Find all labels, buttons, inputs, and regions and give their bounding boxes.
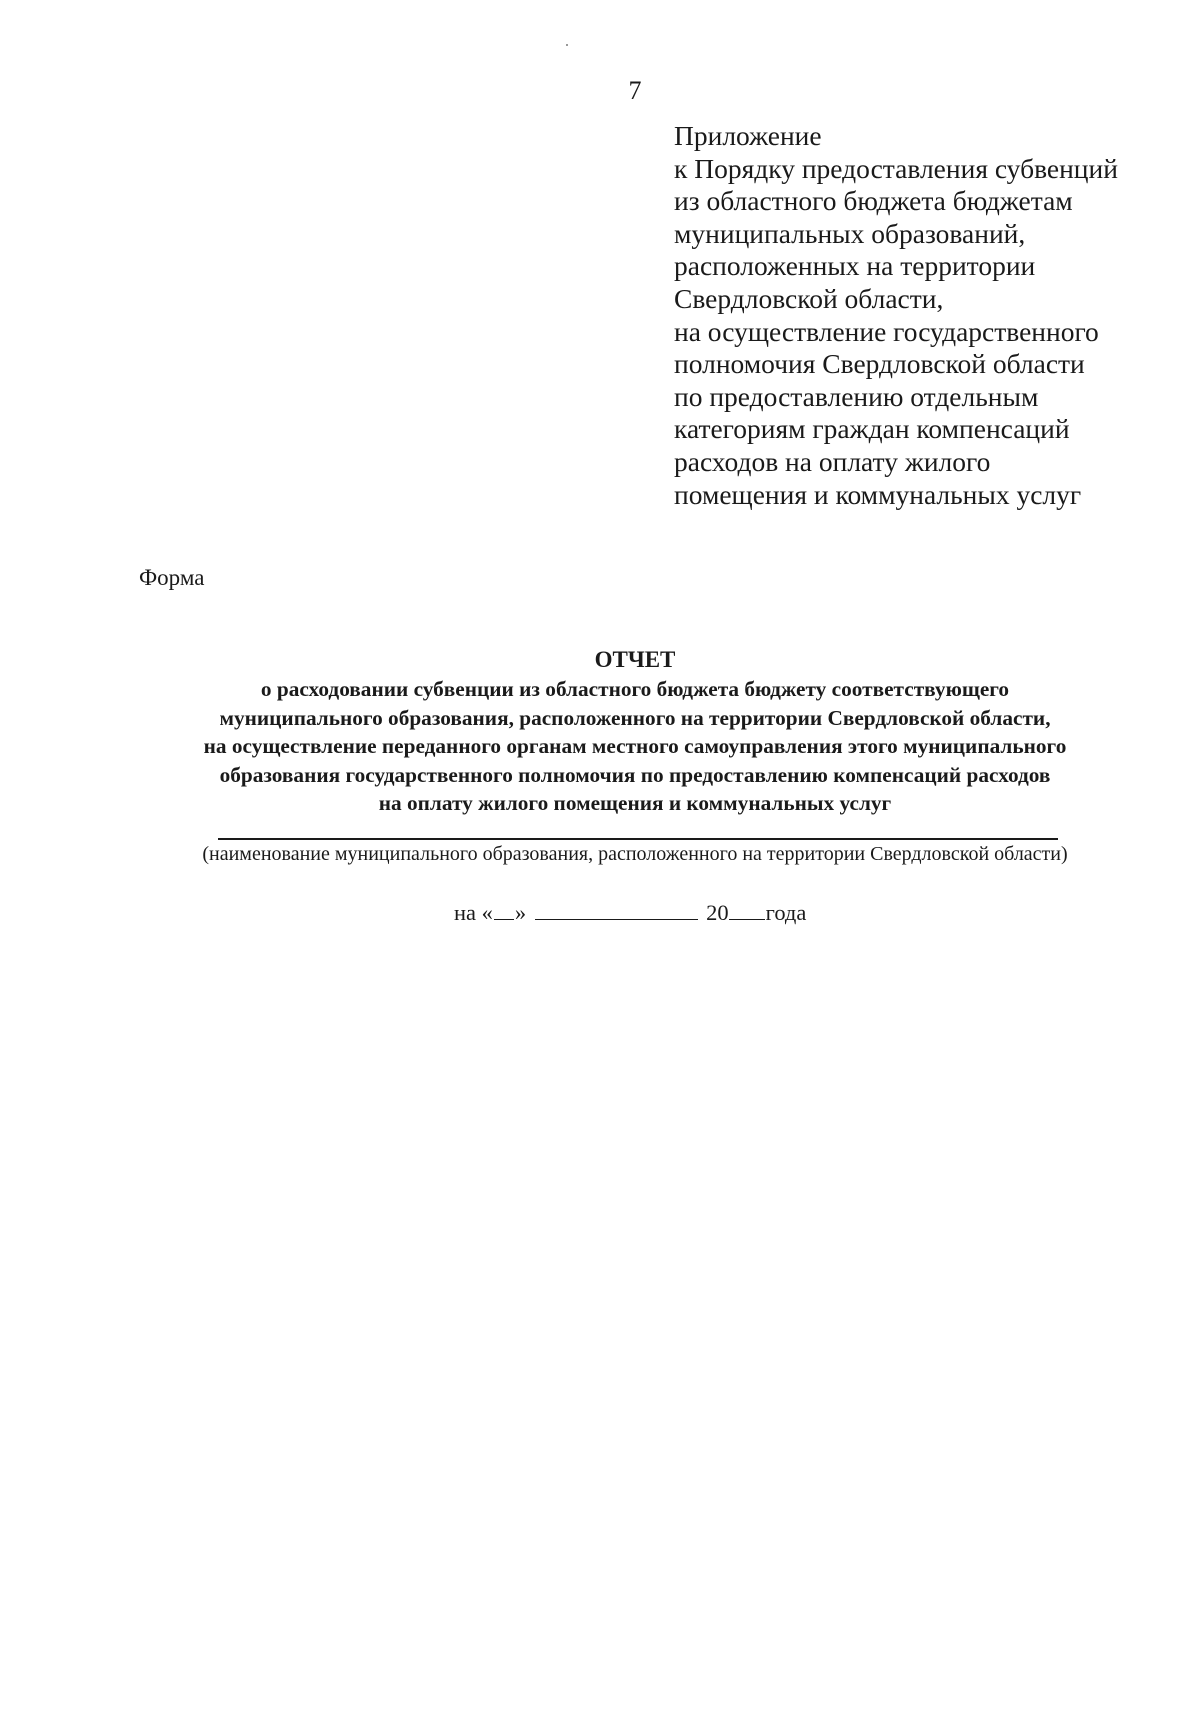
report-subtitle-line: на осуществление переданного органам местного самоуправления этого муниципального <box>203 734 1067 758</box>
appendix-line: на осуществление государственного <box>674 315 1099 347</box>
date-prefix: на « <box>454 900 493 925</box>
appendix-line: из областного бюджета бюджетам <box>674 185 1073 217</box>
report-subtitle-line: образования государственного полномочия по предоставлению компенсаций расходов <box>219 762 1051 787</box>
appendix-line: к Порядку предоставления субвенций <box>674 152 1118 184</box>
appendix-line: Приложение <box>674 120 822 151</box>
year-prefix: 20 <box>706 900 729 925</box>
month-blank[interactable] <box>535 901 698 920</box>
report-heading <box>130 646 1140 818</box>
date-suffix: года <box>765 900 807 925</box>
report-subtitle-line: муниципального образования, расположенного на территории Свердловской области, <box>219 705 1051 730</box>
appendix-line: полномочия Свердловской области <box>674 348 1085 380</box>
page-number: 7 <box>628 76 642 105</box>
report-subtitle-line: о расходовании субвенции из областного бюджета бюджету соответствующего <box>260 677 1010 701</box>
appendix-line: Свердловской области, <box>674 282 944 314</box>
day-blank[interactable] <box>494 901 514 920</box>
scan-speck <box>566 44 568 46</box>
appendix-line: расходов на оплату жилого <box>674 445 991 477</box>
form-label: Форма <box>139 565 205 590</box>
municipality-name-blank[interactable] <box>218 838 1058 840</box>
year-blank[interactable] <box>729 901 765 920</box>
appendix-line: категориям граждан компенсаций <box>674 413 1070 445</box>
report-subtitle <box>130 675 1140 818</box>
report-subtitle-line: на оплату жилого помещения и коммунальных услуг <box>378 791 892 815</box>
report-date-row <box>454 900 806 926</box>
date-quote-close: » <box>514 900 527 925</box>
report-title: ОТЧЕТ <box>594 647 676 672</box>
appendix-block <box>674 120 1174 511</box>
appendix-line: расположенных на территории <box>674 250 1036 282</box>
appendix-line: помещения и коммунальных услуг <box>674 478 1082 510</box>
appendix-line: муниципальных образований, <box>674 217 1026 249</box>
municipality-name-caption: (наименование муниципального образования, расположенного на территории Свердловской области) <box>202 843 1068 865</box>
appendix-line: по предоставлению отдельным <box>674 380 1039 412</box>
